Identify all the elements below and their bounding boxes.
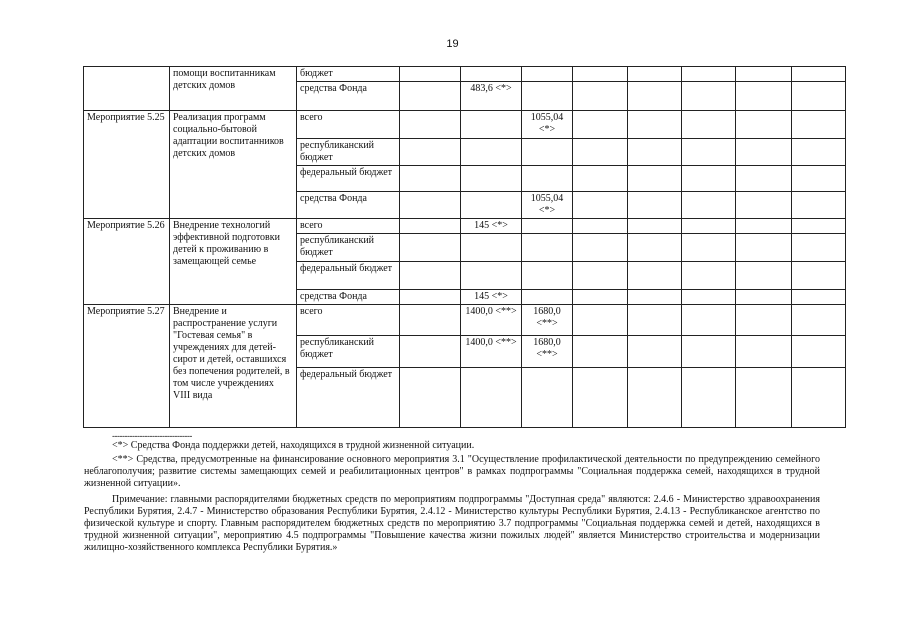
empty-value-cell bbox=[682, 262, 736, 290]
value-cell bbox=[461, 139, 522, 166]
value-cell bbox=[461, 111, 522, 139]
empty-value-cell bbox=[682, 192, 736, 219]
value-cell bbox=[400, 368, 461, 428]
value-cell: 1400,0 <**> bbox=[461, 305, 522, 336]
funding-source-cell: республиканский бюджет bbox=[297, 234, 400, 262]
empty-value-cell bbox=[682, 67, 736, 82]
value-cell bbox=[522, 67, 573, 82]
value-cell bbox=[522, 368, 573, 428]
measure-title-cell: Реализация программ социально-бытовой адаптации воспитанников детских домов bbox=[170, 111, 297, 219]
value-cell bbox=[400, 290, 461, 305]
empty-value-cell bbox=[792, 368, 846, 428]
empty-value-cell bbox=[573, 262, 628, 290]
empty-value-cell bbox=[792, 305, 846, 336]
empty-value-cell bbox=[628, 166, 682, 192]
value-cell bbox=[461, 262, 522, 290]
empty-value-cell bbox=[628, 139, 682, 166]
funding-source-cell: республиканский бюджет bbox=[297, 336, 400, 368]
value-cell bbox=[400, 82, 461, 111]
budget-table bbox=[83, 66, 846, 428]
value-cell bbox=[461, 192, 522, 219]
footnote-separator: -------------------------------- bbox=[112, 431, 192, 441]
empty-value-cell bbox=[573, 166, 628, 192]
value-cell bbox=[400, 262, 461, 290]
empty-value-cell bbox=[736, 262, 792, 290]
empty-value-cell bbox=[628, 82, 682, 111]
empty-value-cell bbox=[573, 290, 628, 305]
empty-value-cell bbox=[792, 166, 846, 192]
value-cell bbox=[461, 368, 522, 428]
funding-source-cell: республиканский бюджет bbox=[297, 139, 400, 166]
value-cell bbox=[522, 82, 573, 111]
empty-value-cell bbox=[628, 368, 682, 428]
value-cell bbox=[400, 234, 461, 262]
value-cell bbox=[400, 139, 461, 166]
page-number: 19 bbox=[446, 38, 459, 50]
empty-value-cell bbox=[573, 82, 628, 111]
empty-value-cell bbox=[573, 192, 628, 219]
empty-value-cell bbox=[573, 111, 628, 139]
funding-source-cell: федеральный бюджет bbox=[297, 166, 400, 192]
empty-value-cell bbox=[792, 290, 846, 305]
funding-source-cell: средства Фонда bbox=[297, 192, 400, 219]
value-cell bbox=[522, 166, 573, 192]
empty-value-cell bbox=[682, 290, 736, 305]
empty-value-cell bbox=[682, 166, 736, 192]
value-cell bbox=[400, 219, 461, 234]
value-cell bbox=[461, 166, 522, 192]
funding-source-cell: всего bbox=[297, 219, 400, 234]
value-cell bbox=[400, 166, 461, 192]
funding-source-cell: всего bbox=[297, 111, 400, 139]
empty-value-cell bbox=[573, 305, 628, 336]
empty-value-cell bbox=[628, 305, 682, 336]
empty-value-cell bbox=[736, 290, 792, 305]
empty-value-cell bbox=[628, 219, 682, 234]
value-cell: 1680,0 <**> bbox=[522, 336, 573, 368]
empty-value-cell bbox=[736, 336, 792, 368]
value-cell: 483,6 <*> bbox=[461, 82, 522, 111]
empty-value-cell bbox=[628, 234, 682, 262]
funding-source-cell: средства Фонда bbox=[297, 290, 400, 305]
empty-value-cell bbox=[573, 219, 628, 234]
value-cell bbox=[522, 262, 573, 290]
value-cell bbox=[400, 336, 461, 368]
value-cell bbox=[522, 234, 573, 262]
note-paragraph: Примечание: главными распорядителями бюджетных средств по мероприятиям подпрограммы "Доступная среда" являются: 2.4.6 - Министерство здравоохранения Республики Бурятия, 2.4.7 - Министерство образования Республики Бурятия, 2.4.12 - Министерство культуры Республики Бурятия, 2.4.13 - Республиканское агентство по физической культуре и спорту. Главным распорядителем бюджетных средств по мероприятию 3.7 подпрограммы "Социальная поддержка семей и детей, находящихся в трудной жизненной ситуации", мероприятию 4.5 подпрограммы "Повышение качества жизни пожилых людей" является Министерство строительства и модернизации жилищно-хозяйственного комплекса Республики Бурятия.» bbox=[84, 494, 820, 553]
empty-value-cell bbox=[736, 219, 792, 234]
empty-value-cell bbox=[792, 262, 846, 290]
value-cell bbox=[400, 192, 461, 219]
value-cell bbox=[400, 305, 461, 336]
empty-value-cell bbox=[736, 166, 792, 192]
value-cell bbox=[400, 67, 461, 82]
empty-value-cell bbox=[682, 234, 736, 262]
empty-value-cell bbox=[736, 368, 792, 428]
measure-title-cell: помощи воспитанникам детских домов bbox=[170, 67, 297, 111]
value-cell bbox=[522, 139, 573, 166]
measure-title-cell: Внедрение технологий эффективной подготовки детей к проживанию в замещающей семье bbox=[170, 219, 297, 305]
empty-value-cell bbox=[736, 111, 792, 139]
empty-value-cell bbox=[628, 192, 682, 219]
value-cell bbox=[461, 67, 522, 82]
funding-source-cell: федеральный бюджет bbox=[297, 368, 400, 428]
funding-source-cell: всего bbox=[297, 305, 400, 336]
empty-value-cell bbox=[792, 219, 846, 234]
table-row bbox=[84, 219, 846, 234]
empty-value-cell bbox=[628, 67, 682, 82]
empty-value-cell bbox=[736, 234, 792, 262]
measure-id-cell bbox=[84, 67, 170, 111]
empty-value-cell bbox=[792, 139, 846, 166]
empty-value-cell bbox=[792, 67, 846, 82]
empty-value-cell bbox=[682, 82, 736, 111]
value-cell bbox=[400, 111, 461, 139]
table-row bbox=[84, 67, 846, 82]
value-cell: 1055,04 <*> bbox=[522, 111, 573, 139]
empty-value-cell bbox=[682, 219, 736, 234]
measure-id-cell: Мероприятие 5.25 bbox=[84, 111, 170, 219]
empty-value-cell bbox=[628, 262, 682, 290]
empty-value-cell bbox=[736, 305, 792, 336]
empty-value-cell bbox=[628, 336, 682, 368]
empty-value-cell bbox=[682, 336, 736, 368]
empty-value-cell bbox=[682, 305, 736, 336]
funding-source-cell: бюджет bbox=[297, 67, 400, 82]
value-cell bbox=[522, 290, 573, 305]
value-cell: 1400,0 <**> bbox=[461, 336, 522, 368]
empty-value-cell bbox=[736, 192, 792, 219]
footnotes bbox=[84, 440, 820, 556]
empty-value-cell bbox=[682, 111, 736, 139]
measure-title-cell: Внедрение и распространение услуги "Гостевая семья" в учреждениях для детей-сирот и детей, оставшихся без попечения родителей, в том числе учреждениях VIII вида bbox=[170, 305, 297, 428]
empty-value-cell bbox=[736, 82, 792, 111]
value-cell: 145 <*> bbox=[461, 219, 522, 234]
value-cell bbox=[461, 234, 522, 262]
value-cell bbox=[522, 219, 573, 234]
empty-value-cell bbox=[736, 67, 792, 82]
value-cell: 1680,0 <**> bbox=[522, 305, 573, 336]
funding-source-cell: средства Фонда bbox=[297, 82, 400, 111]
empty-value-cell bbox=[573, 234, 628, 262]
footnote-single-star: <*> Средства Фонда поддержки детей, находящихся в трудной жизненной ситуации. bbox=[112, 440, 475, 451]
footnote-double-star: <**> Средства, предусмотренные на финансирование основного мероприятия 3.1 "Осуществление профилактической деятельности по предупреждению семейного неблагополучия; развитие системы замещающих семей и реабилитационных центров" в рамках подпрограммы "Социальная поддержка семей, находящихся в трудной жизненной ситуации». bbox=[84, 454, 820, 489]
empty-value-cell bbox=[573, 368, 628, 428]
empty-value-cell bbox=[792, 111, 846, 139]
empty-value-cell bbox=[792, 336, 846, 368]
table-row bbox=[84, 111, 846, 139]
empty-value-cell bbox=[792, 234, 846, 262]
value-cell: 1055,04 <*> bbox=[522, 192, 573, 219]
measure-id-cell: Мероприятие 5.27 bbox=[84, 305, 170, 428]
empty-value-cell bbox=[573, 139, 628, 166]
empty-value-cell bbox=[573, 67, 628, 82]
funding-source-cell: федеральный бюджет bbox=[297, 262, 400, 290]
table-row bbox=[84, 305, 846, 336]
measure-id-cell: Мероприятие 5.26 bbox=[84, 219, 170, 305]
empty-value-cell bbox=[682, 368, 736, 428]
value-cell: 145 <*> bbox=[461, 290, 522, 305]
empty-value-cell bbox=[792, 192, 846, 219]
empty-value-cell bbox=[573, 336, 628, 368]
empty-value-cell bbox=[792, 82, 846, 111]
empty-value-cell bbox=[628, 111, 682, 139]
empty-value-cell bbox=[736, 139, 792, 166]
empty-value-cell bbox=[682, 139, 736, 166]
empty-value-cell bbox=[628, 290, 682, 305]
